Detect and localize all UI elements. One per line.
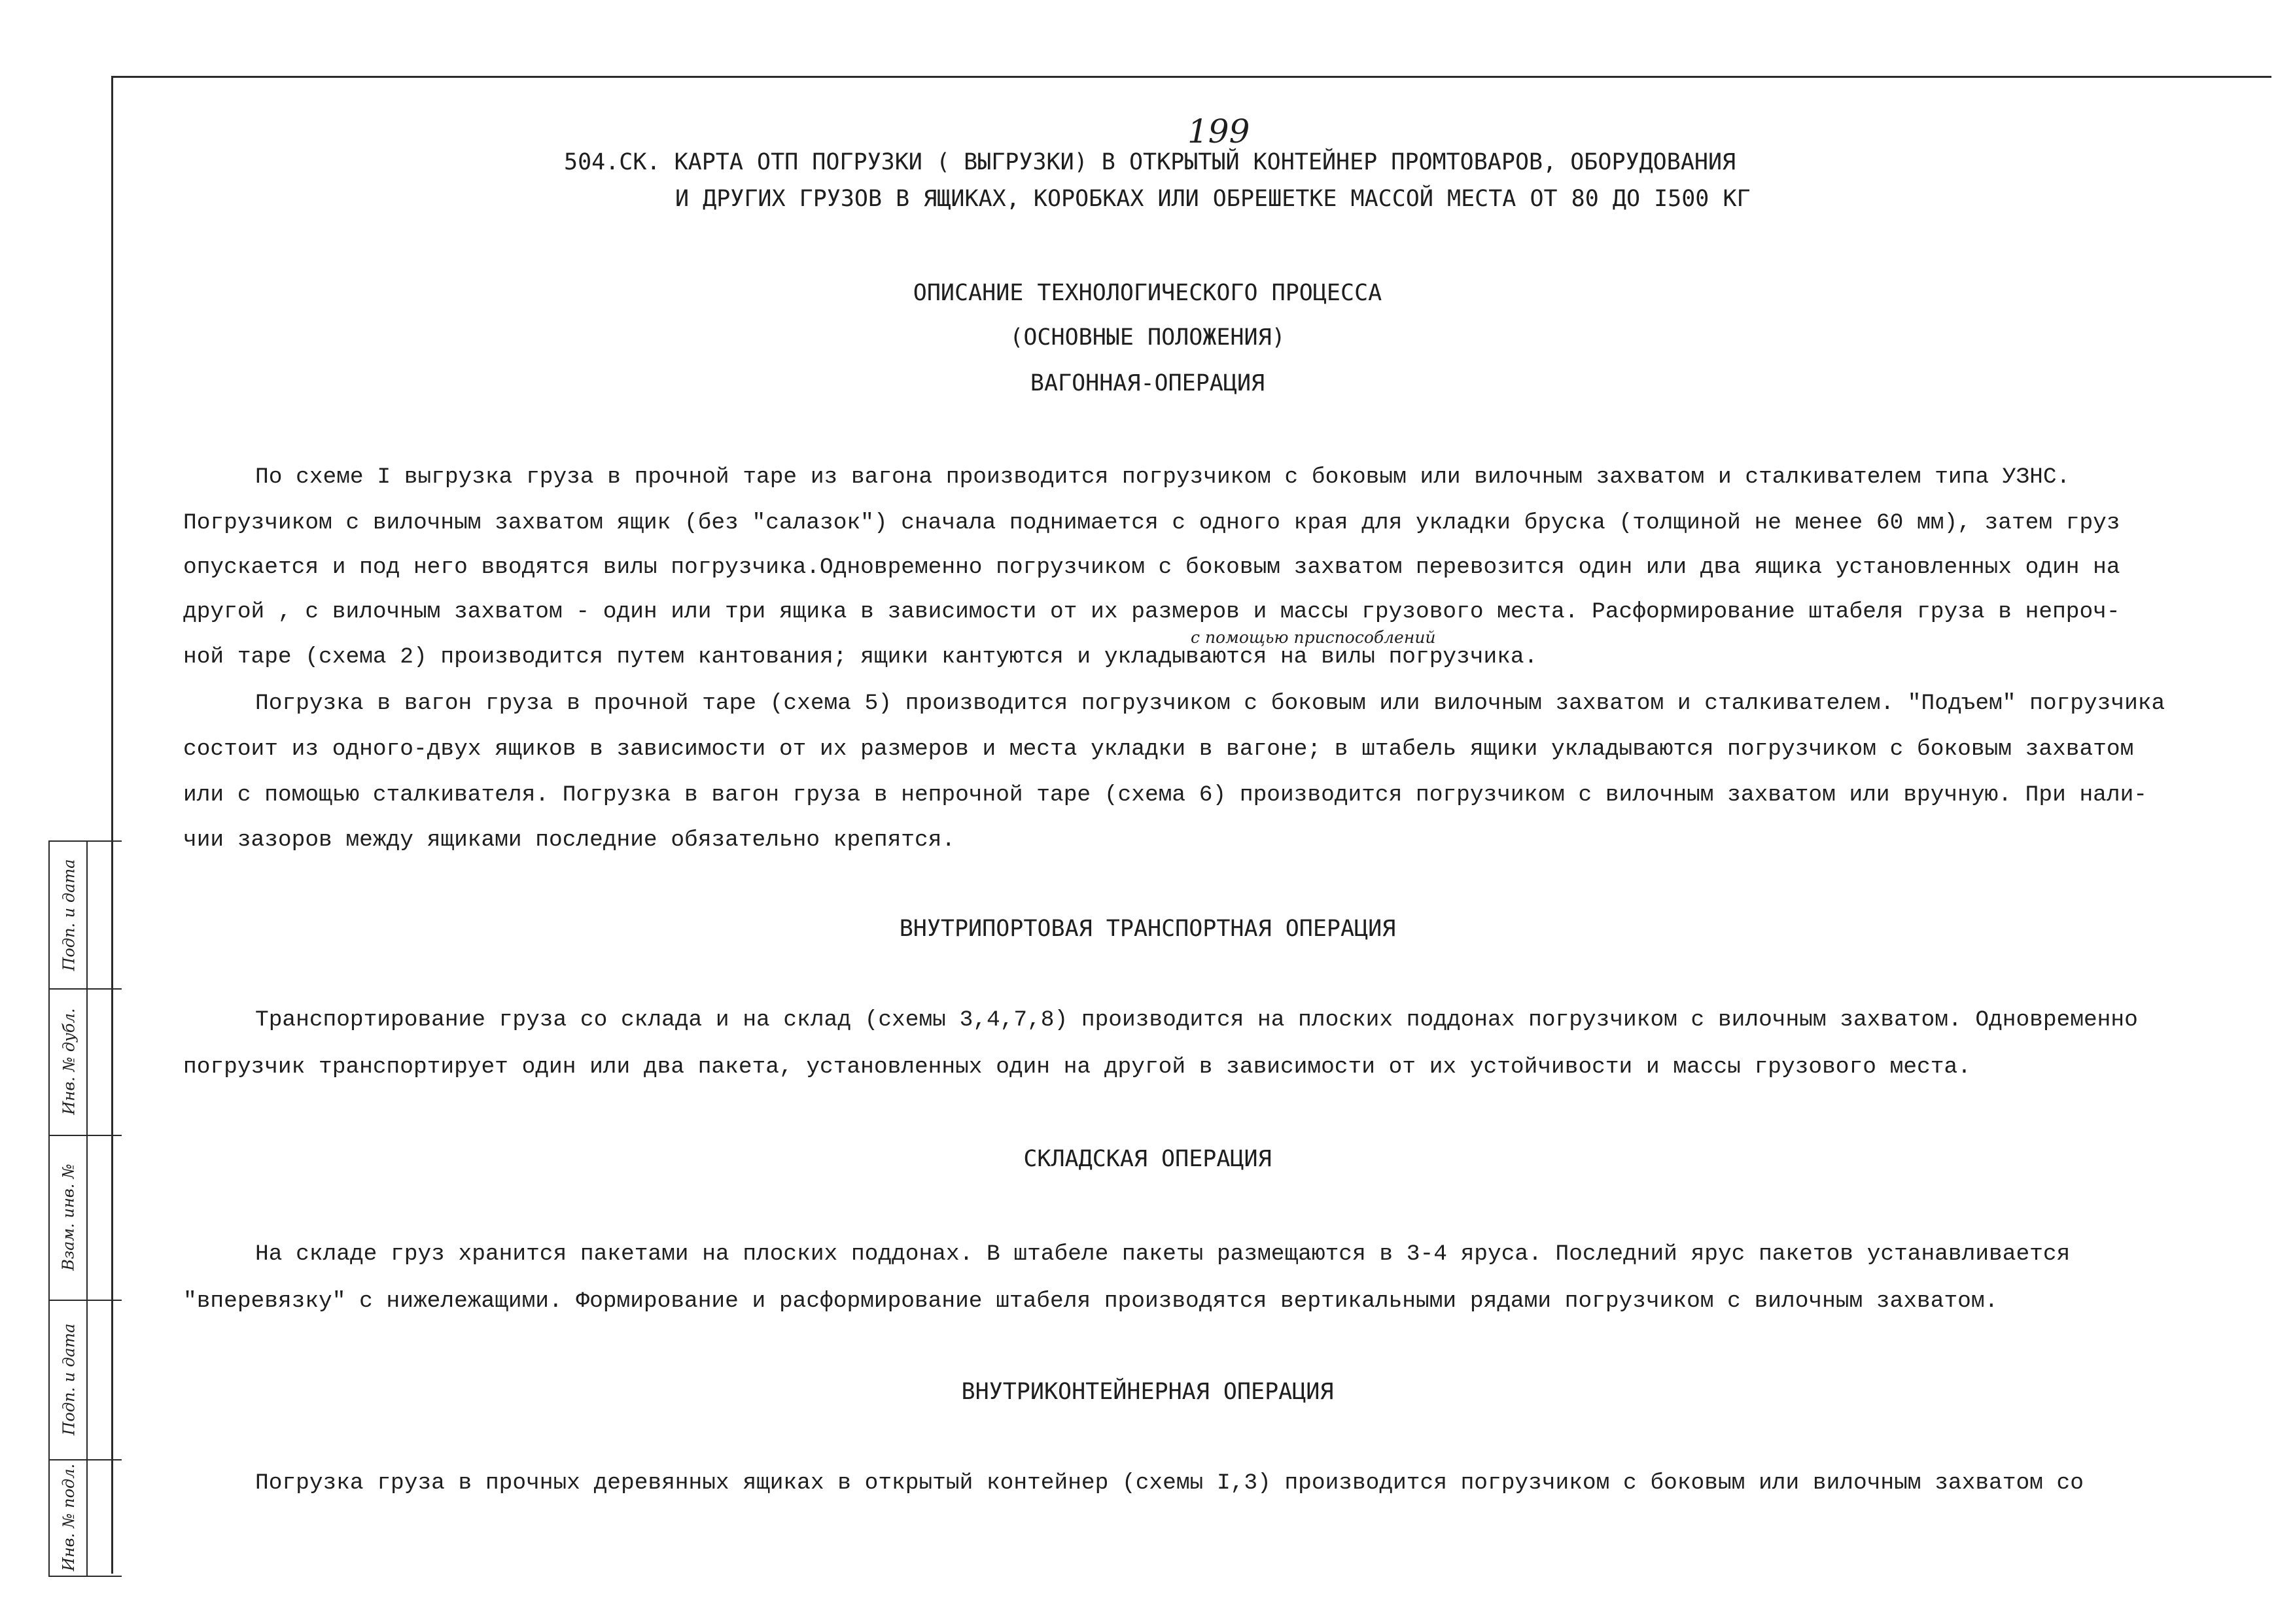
text-line: чии зазоров между ящиками последние обязательно крепятся.	[183, 827, 956, 853]
text-line: состоит из одного-двух ящиков в зависимости от их размеров и места укладки в вагоне; в штабель ящики укладываются погрузчиком с боковым захватом	[183, 736, 2134, 762]
text-line: По схеме I выгрузка груза в прочной таре из вагона производится погрузчиком с боковым или вилочным захватом и сталкивателем типа УЗНС.	[255, 464, 2071, 490]
heading-description: ОПИСАНИЕ ТЕХНОЛОГИЧЕСКОГО ПРОЦЕССА	[913, 280, 1382, 306]
side-stamp-table	[48, 840, 122, 1577]
text-line: ной таре (схема 2) производится путем кантования; ящики кантуются и укладываются на вилы погрузчика.	[183, 644, 1538, 670]
document-title-line-2: И ДРУГИХ ГРУЗОВ В ЯЩИКАХ, КОРОБКАХ ИЛИ ОБРЕШЕТКЕ МАССОЙ МЕСТА ОТ 80 ДО I500 КГ	[675, 186, 1751, 212]
text-line: "вперевязку" с нижележащими. Формирование и расформирование штабеля производятся вертикальными рядами погрузчиком с вилочным захватом.	[183, 1288, 1999, 1314]
page-number: 199	[1187, 112, 1250, 150]
text-line: или с помощью сталкивателя. Погрузка в вагон груза в непрочной таре (схема 6) производится погрузчиком с вилочным захватом или вручную. При нали-	[183, 782, 2147, 808]
heading-transport-operation: ВНУТРИПОРТОВАЯ ТРАНСПОРТНАЯ ОПЕРАЦИЯ	[899, 916, 1396, 942]
text-line: Погрузчиком с вилочным захватом ящик (без "салазок") сначала поднимается с одного края для укладки бруска (толщиной не менее 60 мм), затем груз	[183, 510, 2120, 536]
frame-top-line	[113, 76, 2271, 78]
heading-warehouse-operation: СКЛАДСКАЯ ОПЕРАЦИЯ	[1023, 1146, 1272, 1172]
stamp-label-signature-date-2: Подп. и дата	[60, 1323, 79, 1436]
text-line: опускается и под него вводятся вилы погрузчика.Одновременно погрузчиком с боковым захватом перевозится один или два ящика установленных один на	[183, 555, 2120, 580]
text-line: На складе груз хранится пакетами на плоских поддонах. В штабеле пакеты размещаются в 3-4 яруса. Последний ярус пакетов устанавливается	[255, 1241, 2071, 1267]
text-line: погрузчик транспортирует один или два пакета, установленных один на другой в зависимости от их устойчивости и массы грузового места.	[183, 1054, 1971, 1080]
stamp-label-duplicate-number: Инв. № дубл.	[60, 1008, 78, 1115]
text-line: другой , с вилочным захватом - один или три ящика в зависимости от их размеров и массы грузового места. Расформирование штабеля груза в непроч-	[183, 599, 2120, 625]
document-title-line-1: 504.СК. КАРТА ОТП ПОГРУЗКИ ( ВЫГРУЗКИ) В ОТКРЫТЫЙ КОНТЕЙНЕР ПРОМТОВАРОВ, ОБОРУДОВАНИЯ	[564, 149, 1736, 175]
stamp-label-replacement-number: Взам. инв. №	[60, 1164, 78, 1271]
heading-container-operation: ВНУТРИКОНТЕЙНЕРНАЯ ОПЕРАЦИЯ	[961, 1379, 1334, 1405]
text-line: Погрузка в вагон груза в прочной таре (схема 5) производится погрузчиком с боковым или вилочным захватом и сталкивателем. "Подъем" погрузчика	[255, 691, 2165, 716]
stamp-label-original-number: Инв. № подл.	[60, 1463, 78, 1572]
text-line: Транспортирование груза со склада и на склад (схемы 3,4,7,8) производится на плоских поддонах погрузчиком с вилочным захватом. Одновременно	[255, 1007, 2138, 1033]
handwritten-insertion: с помощью приспособлений	[1191, 628, 1436, 647]
heading-wagon-operation: ВАГОННАЯ-ОПЕРАЦИЯ	[1030, 370, 1265, 396]
heading-basic-provisions: (ОСНОВНЫЕ ПОЛОЖЕНИЯ)	[1009, 324, 1286, 351]
stamp-label-signature-date: Подп. и дата	[60, 859, 79, 971]
text-line: Погрузка груза в прочных деревянных ящиках в открытый контейнер (схемы I,3) производится погрузчиком с боковым или вилочным захватом со	[255, 1470, 2084, 1496]
